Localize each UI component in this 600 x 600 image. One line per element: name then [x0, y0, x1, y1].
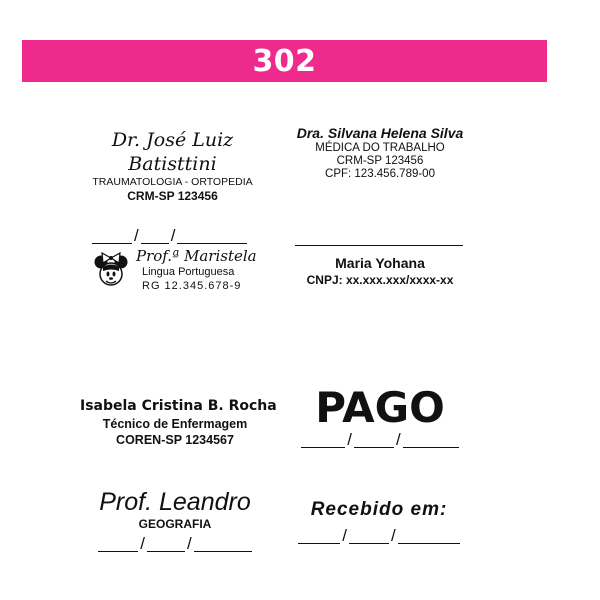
stamp-cpf: CPF: 123.456.789-00	[325, 168, 435, 180]
stamp-maria-yohana	[295, 230, 465, 288]
stamp-recebido	[293, 498, 465, 544]
date-line: / /	[90, 534, 260, 552]
date-line: / /	[293, 526, 465, 544]
stamp-name: Dra. Silvana Helena Silva	[296, 125, 464, 141]
stamp-name: Isabela Cristina B. Rocha	[80, 398, 277, 414]
stamp-pago	[295, 384, 465, 448]
stamp-crm: CRM-SP 123456	[127, 189, 218, 203]
stamp-title: PAGO	[315, 383, 445, 432]
stamp-rg: RG 12.345.678-9	[142, 280, 242, 292]
stamp-coren: COREN-SP 1234567	[116, 433, 234, 447]
minnie-mouse-icon	[94, 252, 128, 292]
stamp-silvana	[280, 124, 480, 181]
stamp-name: Maria Yohana	[335, 255, 425, 271]
date-line: / /	[92, 226, 257, 244]
stamp-name: Prof.ª Maristela	[136, 247, 257, 265]
stamp-maristela	[92, 226, 257, 296]
stamp-crm: CRM-SP 123456	[336, 155, 424, 167]
stamp-name: Dr. José Luiz Batisttini	[111, 129, 234, 175]
stamp-role: Técnico de Enfermagem	[102, 417, 248, 431]
stamp-subject: GEOGRAFIA	[138, 517, 212, 531]
stamp-specialty: MÉDICA DO TRABALHO	[315, 142, 445, 154]
stamp-name: Prof. Leandro	[99, 488, 251, 516]
stamp-cnpj: CNPJ: xx.xxx.xxx/xxxx-xx	[306, 273, 454, 287]
stamp-title: Recebido em:	[310, 499, 448, 520]
stamp-subject: Lingua Portuguesa	[142, 266, 235, 278]
stamp-model-code: 302	[252, 43, 317, 79]
stamp-leandro	[90, 488, 260, 552]
header-banner	[22, 40, 547, 82]
stamp-jose-luiz	[70, 128, 275, 204]
stamp-isabela	[80, 396, 277, 448]
signature-line	[295, 230, 463, 246]
stamp-specialty: TRAUMATOLOGIA - ORTOPEDIA	[92, 176, 253, 188]
date-line: / /	[295, 430, 465, 448]
